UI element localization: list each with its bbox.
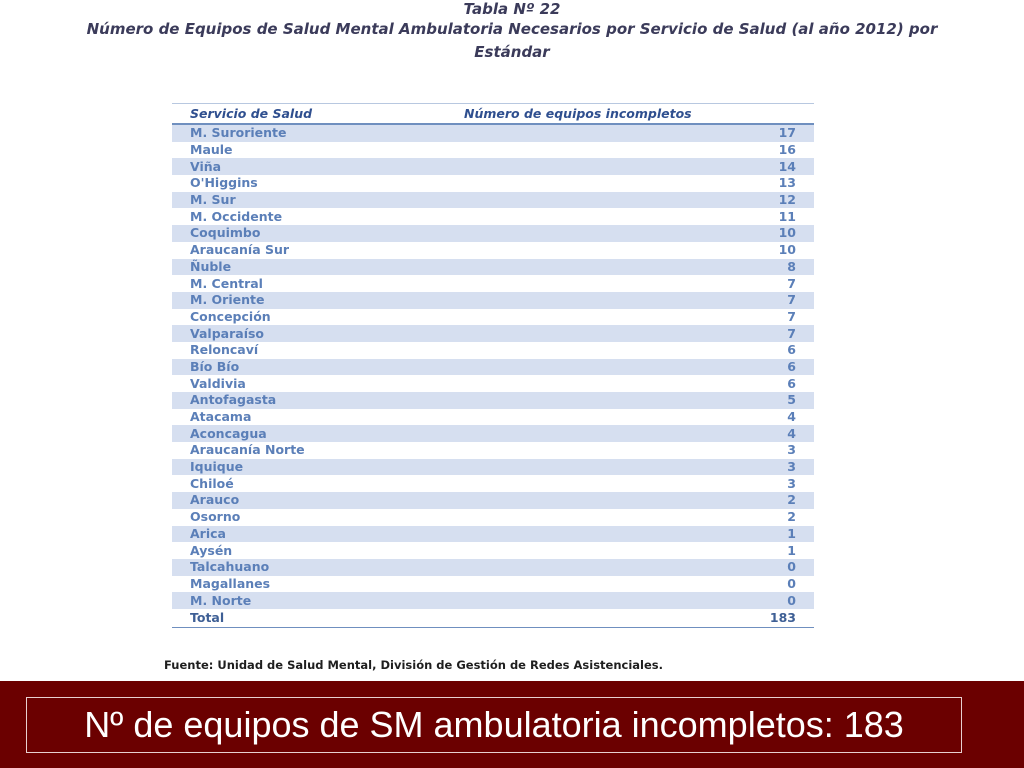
team-count-cell: 3 — [787, 475, 796, 491]
table-row — [172, 292, 814, 309]
data-table — [172, 103, 814, 628]
table-title — [0, 0, 1024, 64]
service-name-cell: Ñuble — [172, 259, 412, 276]
table-row — [172, 142, 814, 159]
table-row — [172, 242, 814, 259]
service-name-cell: M. Sur — [172, 192, 412, 209]
table-row — [172, 459, 814, 476]
data-table-container — [172, 103, 814, 628]
team-count-cell: 6 — [787, 375, 796, 391]
team-count-cell: 1 — [412, 526, 814, 543]
total-value-cell: 183 — [412, 609, 814, 628]
table-row — [172, 475, 814, 492]
team-count-cell: 7 — [412, 325, 814, 342]
service-name-cell: Arauco — [172, 492, 412, 509]
column-header-service: Servicio de Salud — [172, 104, 412, 125]
service-name-cell: Magallanes — [190, 575, 271, 591]
service-name-cell: Concepción — [190, 308, 271, 324]
service-name-cell: Viña — [172, 158, 412, 175]
table-row — [172, 325, 814, 342]
table-row — [172, 442, 814, 459]
table-row — [172, 225, 814, 242]
service-name-cell: M. Central — [190, 275, 263, 291]
service-name-cell: M. Suroriente — [172, 124, 412, 142]
team-count-cell: 17 — [412, 124, 814, 142]
service-name-cell: Arica — [172, 526, 412, 543]
service-name-cell: Talcahuano — [172, 559, 412, 576]
service-name-cell: Aconcagua — [172, 425, 412, 442]
service-name-cell: Chiloé — [190, 475, 234, 491]
table-row — [172, 275, 814, 292]
table-row — [172, 492, 814, 509]
team-count-cell: 0 — [787, 575, 796, 591]
table-row — [172, 375, 814, 392]
table-row — [172, 592, 814, 609]
team-count-cell: 7 — [787, 275, 796, 291]
service-name-cell: Reloncaví — [190, 342, 259, 358]
service-name-cell: Araucanía Norte — [190, 442, 305, 458]
table-row — [172, 342, 814, 359]
service-name-cell: Atacama — [190, 409, 252, 425]
table-row — [172, 259, 814, 276]
team-count-cell: 2 — [787, 509, 796, 525]
table-row — [172, 409, 814, 426]
team-count-cell: 6 — [787, 342, 796, 358]
table-row — [172, 192, 814, 209]
team-count-cell: 7 — [787, 308, 796, 324]
source-note: Fuente: Unidad de Salud Mental, División de Gestión de Redes Asistenciales. — [164, 658, 664, 672]
team-count-cell: 14 — [412, 158, 814, 175]
service-name-cell: Bío Bío — [172, 359, 412, 376]
team-count-cell: 0 — [412, 592, 814, 609]
service-name-cell: Iquique — [172, 459, 412, 476]
table-header-row — [172, 104, 814, 125]
total-label-cell: Total — [172, 609, 412, 628]
table-row — [172, 359, 814, 376]
column-header-count: Número de equipos incompletos — [412, 104, 814, 125]
team-count-cell: 6 — [412, 359, 814, 376]
team-count-cell: 3 — [787, 442, 796, 458]
table-row — [172, 542, 814, 559]
service-name-cell: M. Norte — [172, 592, 412, 609]
team-count-cell: 7 — [412, 292, 814, 309]
team-count-cell: 16 — [778, 142, 796, 158]
caption-text: Nº de equipos de SM ambulatoria incompletos: 183 — [84, 704, 904, 745]
service-name-cell: Valdivia — [190, 375, 246, 391]
service-name-cell: Araucanía Sur — [190, 242, 290, 258]
service-name-cell: Maule — [190, 142, 233, 158]
table-row — [172, 425, 814, 442]
table-row — [172, 208, 814, 225]
team-count-cell: 5 — [412, 392, 814, 409]
team-count-cell: 10 — [778, 242, 796, 258]
table-row — [172, 124, 814, 142]
table-number: Tabla Nº 22 — [463, 0, 561, 18]
team-count-cell: 13 — [778, 175, 796, 191]
service-name-cell: M. Occidente — [190, 208, 283, 224]
team-count-cell: 2 — [412, 492, 814, 509]
team-count-cell: 1 — [787, 542, 796, 558]
team-count-cell: 12 — [412, 192, 814, 209]
table-total-row — [172, 609, 814, 628]
table-caption-line: Estándar — [474, 43, 550, 61]
service-name-cell: Antofagasta — [172, 392, 412, 409]
team-count-cell: 0 — [412, 559, 814, 576]
table-caption-line: Número de Equipos de Salud Mental Ambulatoria Necesarios por Servicio de Salud (al año 2012) por — [86, 20, 938, 38]
table-row — [172, 392, 814, 409]
service-name-cell: Aysén — [190, 542, 233, 558]
table-body — [172, 124, 814, 627]
caption-banner — [0, 681, 1024, 768]
service-name-cell: M. Oriente — [172, 292, 412, 309]
team-count-cell: 3 — [412, 459, 814, 476]
team-count-cell: 8 — [412, 259, 814, 276]
service-name-cell: Osorno — [190, 509, 241, 525]
service-name-cell: Valparaíso — [172, 325, 412, 342]
team-count-cell: 10 — [412, 225, 814, 242]
table-row — [172, 526, 814, 543]
table-row — [172, 576, 814, 593]
caption-box — [26, 697, 962, 753]
table-row — [172, 309, 814, 326]
service-name-cell: O'Higgins — [190, 175, 258, 191]
team-count-cell: 11 — [778, 208, 796, 224]
team-count-cell: 4 — [787, 409, 796, 425]
table-row — [172, 509, 814, 526]
team-count-cell: 4 — [412, 425, 814, 442]
service-name-cell: Coquimbo — [172, 225, 412, 242]
table-row — [172, 175, 814, 192]
table-row — [172, 158, 814, 175]
table-row — [172, 559, 814, 576]
